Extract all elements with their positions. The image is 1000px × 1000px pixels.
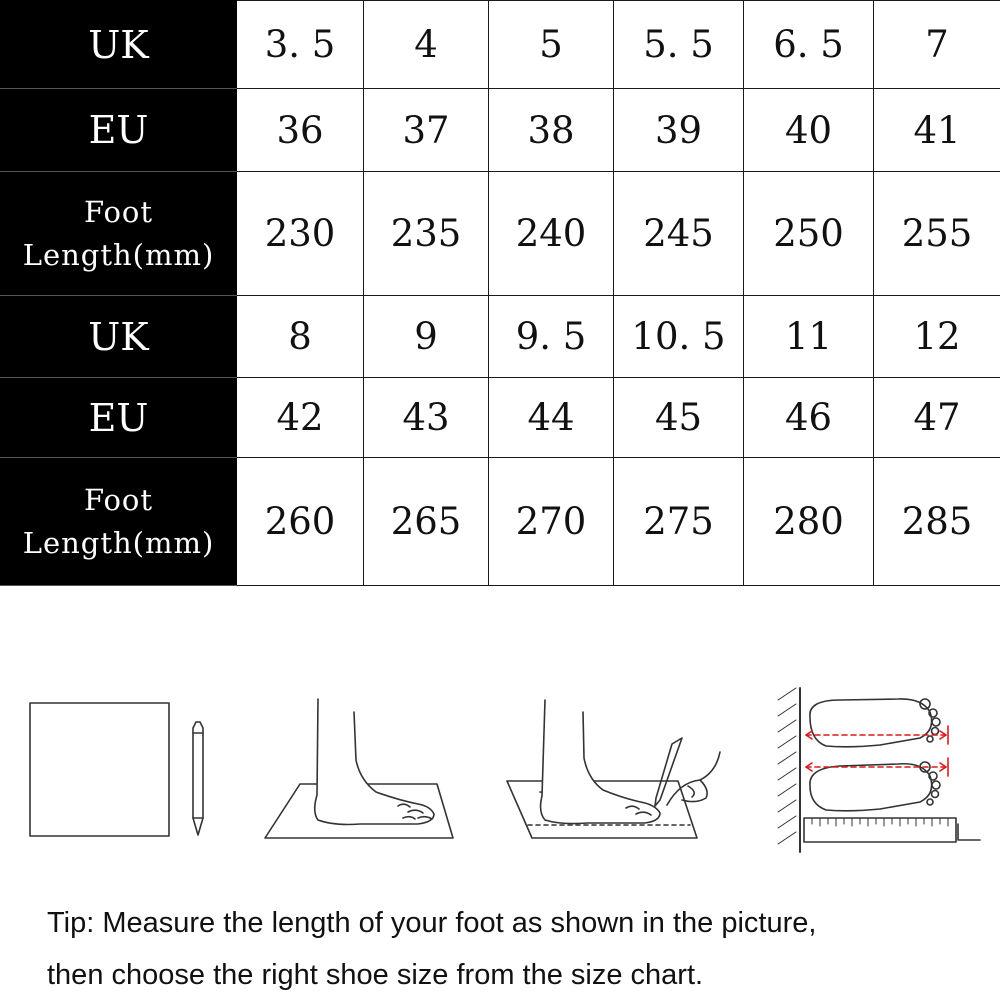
table-cell: 235 — [364, 172, 489, 296]
table-cell: 240 — [489, 172, 614, 296]
footprint-ruler-icon — [778, 688, 980, 852]
table-row — [1, 458, 1000, 586]
table-cell: 36 — [237, 89, 364, 172]
table-cell: 280 — [744, 458, 874, 586]
table-cell: 5. 5 — [614, 1, 744, 89]
row-header-uk: UK — [1, 296, 237, 378]
tip-line-2: then choose the right shoe size from the size chart. — [47, 959, 704, 991]
table-cell: 39 — [614, 89, 744, 172]
table-cell: 11 — [744, 296, 874, 378]
foot-trace-icon — [507, 700, 720, 838]
tip-line-1: Tip: Measure the length of your foot as shown in the picture, — [47, 907, 817, 939]
table-cell: 12 — [874, 296, 1000, 378]
table-row — [1, 296, 1000, 378]
table-cell: 250 — [744, 172, 874, 296]
row-header-eu: EU — [1, 378, 237, 458]
table-cell: 6. 5 — [744, 1, 874, 89]
table-cell: 47 — [874, 378, 1000, 458]
table-cell: 10. 5 — [614, 296, 744, 378]
table-cell: 270 — [489, 458, 614, 586]
foot-on-paper-icon — [265, 699, 453, 838]
table-cell: 37 — [364, 89, 489, 172]
measurement-tip — [47, 897, 987, 1000]
table-cell: 260 — [237, 458, 364, 586]
table-cell: 4 — [364, 1, 489, 89]
table-row — [1, 172, 1000, 296]
row-header-foot-length: Foot Length(mm) — [1, 172, 237, 296]
paper-sheet-icon — [30, 703, 169, 836]
table-cell: 8 — [237, 296, 364, 378]
row-header-eu: EU — [1, 89, 237, 172]
table-cell: 255 — [874, 172, 1000, 296]
table-cell: 265 — [364, 458, 489, 586]
table-cell: 245 — [614, 172, 744, 296]
table-cell: 275 — [614, 458, 744, 586]
table-cell: 9 — [364, 296, 489, 378]
table-cell: 5 — [489, 1, 614, 89]
table-cell: 42 — [237, 378, 364, 458]
table-row — [1, 378, 1000, 458]
row-header-foot-length: Foot Length(mm) — [1, 458, 237, 586]
table-cell: 45 — [614, 378, 744, 458]
table-cell: 38 — [489, 89, 614, 172]
measurement-illustrations — [0, 680, 1000, 860]
table-cell: 230 — [237, 172, 364, 296]
pencil-icon — [193, 722, 203, 835]
table-cell: 7 — [874, 1, 1000, 89]
table-cell: 46 — [744, 378, 874, 458]
table-cell: 44 — [489, 378, 614, 458]
table-cell: 41 — [874, 89, 1000, 172]
table-cell: 43 — [364, 378, 489, 458]
table-row — [1, 89, 1000, 172]
table-cell: 40 — [744, 89, 874, 172]
row-header-uk: UK — [1, 1, 237, 89]
table-cell: 9. 5 — [489, 296, 614, 378]
table-row — [1, 1, 1000, 89]
table-cell: 3. 5 — [237, 1, 364, 89]
table-cell: 285 — [874, 458, 1000, 586]
